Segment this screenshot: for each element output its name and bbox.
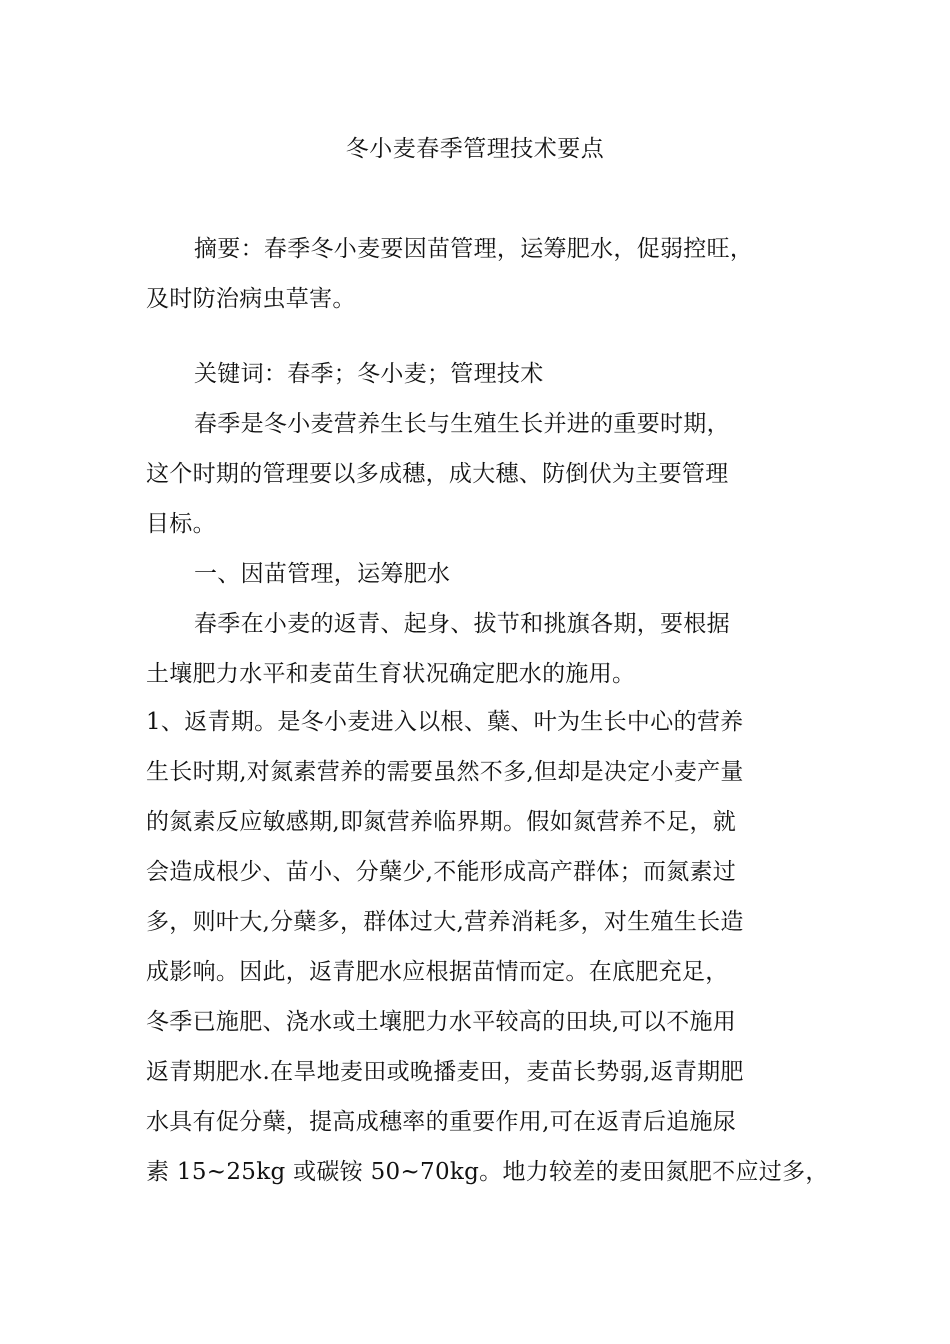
section-heading bbox=[146, 549, 806, 599]
item-line: 水具有促分蘖，提高成穗率的重要作用,可在返青后追施尿 bbox=[146, 1109, 737, 1135]
item-line: 返青期肥水.在旱地麦田或晚播麦田，麦苗长势弱,返青期肥 bbox=[146, 1059, 744, 1085]
section-intro-line: 春季在小麦的返青、起身、拔节和挑旗各期，要根据 bbox=[194, 611, 730, 637]
section-intro-line: 土壤肥力水平和麦苗生育状况确定肥水的施用。 bbox=[146, 661, 636, 687]
item-paragraph bbox=[146, 697, 829, 1197]
item-line: 多，则叶大,分蘖多，群体过大,营养消耗多，对生殖生长造 bbox=[146, 909, 744, 935]
document-title: 冬小麦春季管理技术要点 bbox=[345, 136, 605, 162]
section-heading-text: 一、因苗管理，运筹肥水 bbox=[194, 561, 451, 587]
keywords-paragraph bbox=[146, 349, 806, 399]
abstract-paragraph bbox=[146, 224, 806, 324]
intro-paragraph bbox=[146, 399, 806, 549]
item-line: 1、返青期。是冬小麦进入以根、蘖、叶为生长中心的营养 bbox=[146, 709, 744, 735]
item-line: 会造成根少、苗小、分蘖少,不能形成高产群体；而氮素过 bbox=[146, 859, 737, 885]
intro-line: 春季是冬小麦营养生长与生殖生长并进的重要时期， bbox=[194, 411, 730, 437]
intro-line: 这个时期的管理要以多成穗，成大穗、防倒伏为主要管理 bbox=[146, 461, 729, 487]
keywords-line: 关键词：春季；冬小麦；管理技术 bbox=[194, 361, 544, 387]
intro-line: 目标。 bbox=[146, 511, 216, 537]
abstract-line: 及时防治病虫草害。 bbox=[146, 286, 356, 312]
item-line: 成影响。因此，返青肥水应根据苗情而定。在底肥充足， bbox=[146, 959, 729, 985]
item-line: 素 15~25kg 或碳铵 50~70kg。地力较差的麦田氮肥不应过多， bbox=[146, 1159, 829, 1185]
item-line: 生长时期,对氮素营养的需要虽然不多,但却是决定小麦产量 bbox=[146, 759, 744, 785]
abstract-line: 摘要：春季冬小麦要因苗管理，运筹肥水，促弱控旺， bbox=[194, 236, 754, 262]
item-line: 冬季已施肥、浇水或土壤肥力水平较高的田块,可以不施用 bbox=[146, 1009, 737, 1035]
item-line: 的氮素反应敏感期,即氮营养临界期。假如氮营养不足，就 bbox=[146, 809, 737, 835]
section-intro-paragraph bbox=[146, 599, 806, 699]
